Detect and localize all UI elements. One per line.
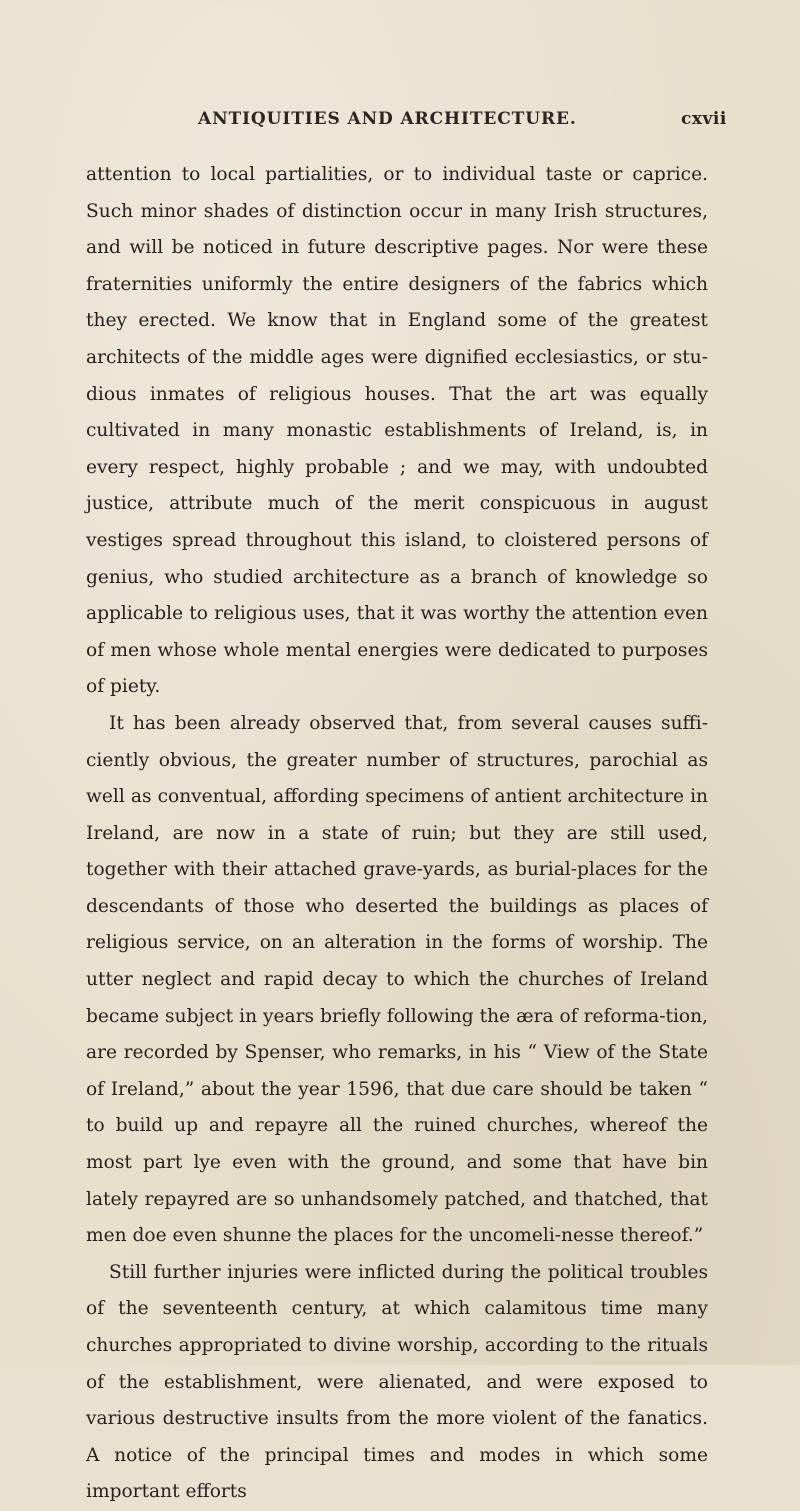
paragraph-2: It has been already observed that, from several causes suffi-ciently obvious, the greater number of structures, parochial as well as conventual, affording specimens of antient architecture in Ireland, are now in a state of ruin; but they are still used, together with their attached grave-yards, as burial-places for the descendants of those who deserted the buildings as places of religious service, on an alteration in the forms of worship. The utter neglect and rapid decay to which the churches of Ireland became subject in years briefly following the æra of reforma-tion, are recorded by Spenser, who remarks, in his “ View of the State of Ireland,” about the year 1596, that due care should be taken “ to build up and repayre all the ruined churches, whereof the most part lye even with the ground, and some that have bin lately repayred are so unhandsomely patched, and thatched, that men doe even shunne the places for the uncomeli-nesse thereof.” xyxy=(86,712,708,1247)
running-title: ANTIQUITIES AND ARCHITECTURE. xyxy=(198,109,577,129)
body-text xyxy=(86,157,708,1511)
paragraph-3: Still further injuries were inflicted during the political troubles of the seventeenth century, at which calamitous time many churches appropriated to divine worship, according to the rituals of the establishment, were alienated, and were exposed to various destructive insults from the more violent of the fanatics. A notice of the principal times and modes in which some important efforts xyxy=(86,1261,708,1503)
paragraph-1: attention to local partialities, or to individual taste or caprice. Such minor shades of distinction occur in many Irish structures, and will be noticed in future descriptive pages. Nor were these fraternities uniformly the entire designers of the fabrics which they erected. We know that in England some of the greatest architects of the middle ages were dignified ecclesiastics, or stu-dious inmates of religious houses. That the art was equally cultivated in many monastic establishments of Ireland, is, in every respect, highly probable ; and we may, with undoubted justice, attribute much of the merit conspicuous in august vestiges spread throughout this island, to cloistered persons of genius, who studied architecture as a branch of knowledge so applicable to religious uses, that it was worthy the attention even of men whose whole mental energies were dedicated to purposes of piety. xyxy=(86,164,708,698)
running-head xyxy=(0,109,800,139)
page-number: cxvii xyxy=(681,109,727,129)
